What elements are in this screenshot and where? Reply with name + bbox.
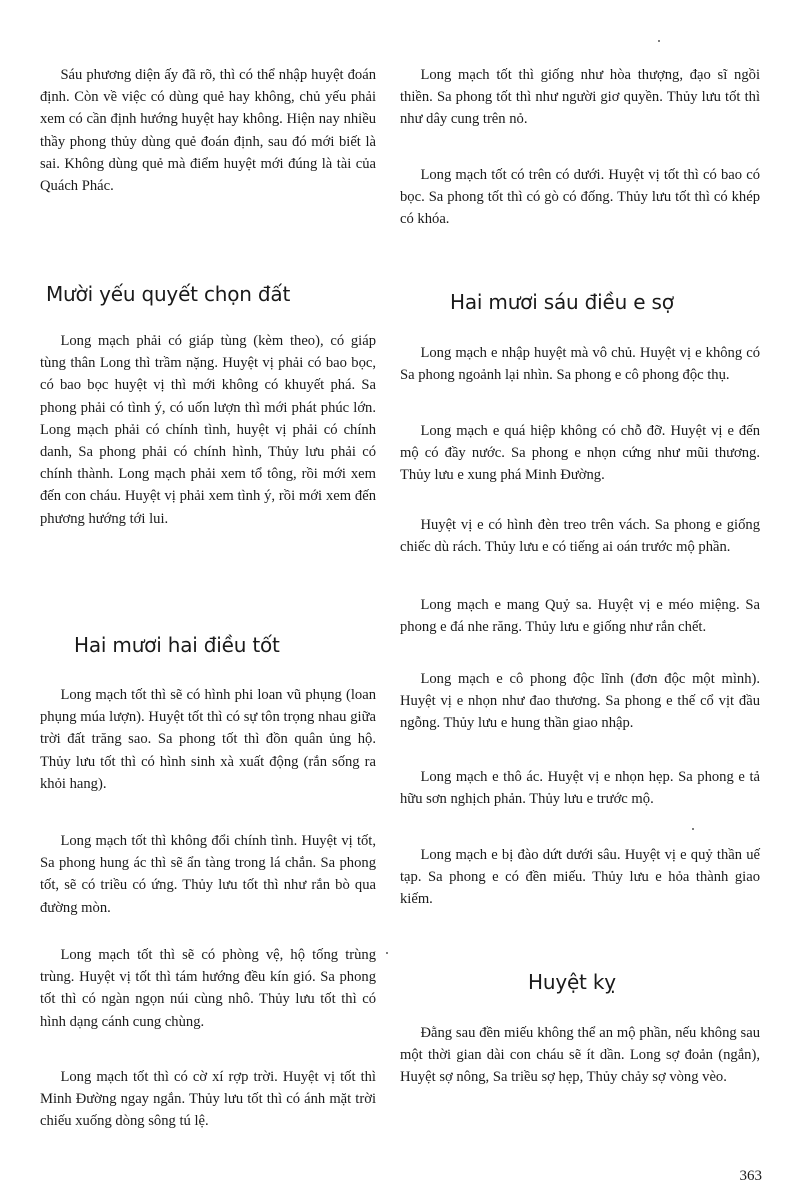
scan-speck — [658, 40, 660, 42]
section-heading-hai-muoi-hai-dieu-tot: Hai mươi hai điều tốt — [74, 633, 280, 657]
section-3-paragraph-7: Long mạch e bị đào dứt dưới sâu. Huyệt vị e quỷ thần uế tạp. Sa phong e có đền miếu. Thủy lưu e hỏa thành giao kiếm. — [400, 847, 760, 908]
left-intro-paragraph: Sáu phương diện ấy đã rõ, thì có thể nhập huyệt đoán định. Còn về việc có dùng quẻ hay không, chủ yếu phải xem có cần định hướng huyệt hay không. Hiện nay nhiều thầy phong thủy dùng quẻ đoán định, sau đó mới biết là sai. Không dùng quẻ mà điểm huyệt mới đúng là tài của Quách Phác. — [40, 67, 376, 195]
section-1-paragraph-1: Long mạch phải có giáp tùng (kèm theo), có giáp tùng thân Long thì trầm nặng. Huyệt vị phải có bao bọc, có bao bọc huyệt vị thì mới không có khuyết phá. Sa phong phải có tình ý, có uốn lượn thì mới phát phúc lớn. Long mạch phải có chính tình, huyệt vị phải có chính danh, Sa phong phải có chính hình, Thủy lưu phải có chính thành. Long mạch phải xem tổ tông, rồi mới xem đến con cháu. Huyệt vị phải xem tình ý, rồi mới xem đến phương hướng tới lui. — [40, 333, 376, 527]
scan-speck — [386, 952, 388, 954]
scan-speck — [692, 828, 694, 830]
section-3-paragraph-3: Huyệt vị e có hình đèn treo trên vách. Sa phong e giống chiếc dù rách. Thủy lưu e có tiếng ai oán trước mộ phần. — [400, 517, 760, 556]
section-2-paragraph-3: Long mạch tốt thì sẽ có phòng vệ, hộ tống trùng trùng. Huyệt vị tốt thì tám hướng đều kín gió. Sa phong tốt thì có ngàn ngọn núi cùng nhô. Thủy lưu tốt thì có hình dạng cánh cung chùng. — [40, 947, 376, 1030]
section-heading-hai-muoi-sau-dieu-e-so: Hai mươi sáu điều e sợ — [450, 290, 674, 314]
section-3-paragraph-5: Long mạch e cô phong độc lĩnh (đơn độc một mình). Huyệt vị e nhọn như đao thương. Sa phong e thế cổ vịt đầu ngỗng. Thủy lưu e hung thần giao nhập. — [400, 671, 760, 732]
section-3-paragraph-6: Long mạch e thô ác. Huyệt vị e nhọn hẹp. Sa phong e tả hữu sơn nghịch phản. Thủy lưu e trước mộ. — [400, 769, 760, 808]
section-heading-muoi-yeu-quyet: Mười yếu quyết chọn đất — [46, 282, 291, 306]
section-3-paragraph-2: Long mạch e quá hiệp không có chỗ đỡ. Huyệt vị e đến mộ có đầy nước. Sa phong e nhọn cứng như mũi thương. Thủy lưu e xung phá Minh Đường. — [400, 423, 760, 484]
section-3-paragraph-4: Long mạch e mang Quỷ sa. Huyệt vị e méo miệng. Sa phong e đá nhe răng. Thủy lưu e giống như rắn chết. — [400, 597, 760, 636]
section-3-paragraph-1: Long mạch e nhập huyệt mà vô chủ. Huyệt vị e không có Sa phong ngoảnh lại nhìn. Sa phong e cô phong độc thụ. — [400, 345, 760, 384]
section-2-paragraph-1: Long mạch tốt thì sẽ có hình phi loan vũ phụng (loan phụng múa lượn). Huyệt tốt thì có sự tôn trọng nhau giữa trời đất trăng sao. Sa phong tốt thì đồn quân ủng hộ. Thủy lưu tốt thì có hình sinh xà xuất động (rắn sống ra khỏi hang). — [40, 687, 376, 792]
right-intro-paragraph-2: Long mạch tốt có trên có dưới. Huyệt vị tốt thì có bao có bọc. Sa phong tốt thì có gò có đống. Thủy lưu tốt thì có khép có khóa. — [400, 167, 760, 228]
right-intro-paragraph-1: Long mạch tốt thì giống như hòa thượng, đạo sĩ ngồi thiền. Sa phong tốt thì như người giơ quyền. Thủy lưu tốt thì như dây cung trên nỏ. — [400, 67, 760, 128]
section-2-paragraph-2: Long mạch tốt thì không đổi chính tình. Huyệt vị tốt, Sa phong hung ác thì sẽ ẩn tàng trong lá chắn. Sa phong tốt, sẽ có triều có ứng. Thủy lưu tốt thì như rắn bò qua đường mòn. — [40, 833, 376, 916]
section-heading-huyet-ky: Huyệt kỵ — [528, 970, 616, 994]
section-2-paragraph-4: Long mạch tốt thì có cờ xí rợp trời. Huyệt vị tốt thì Minh Đường ngay ngắn. Thủy lưu tốt thì có ánh mặt trời chiếu xuống dòng sông tú lệ. — [40, 1069, 376, 1130]
page-number: 363 — [739, 1168, 762, 1184]
section-4-paragraph-1: Đằng sau đền miếu không thể an mộ phần, nếu không sau một thời gian dài con cháu sẽ ít dần. Long sợ đoản (ngắn), Huyệt sợ nông, Sa triều sợ hẹp, Thủy chảy sợ vòng vèo. — [400, 1025, 760, 1086]
